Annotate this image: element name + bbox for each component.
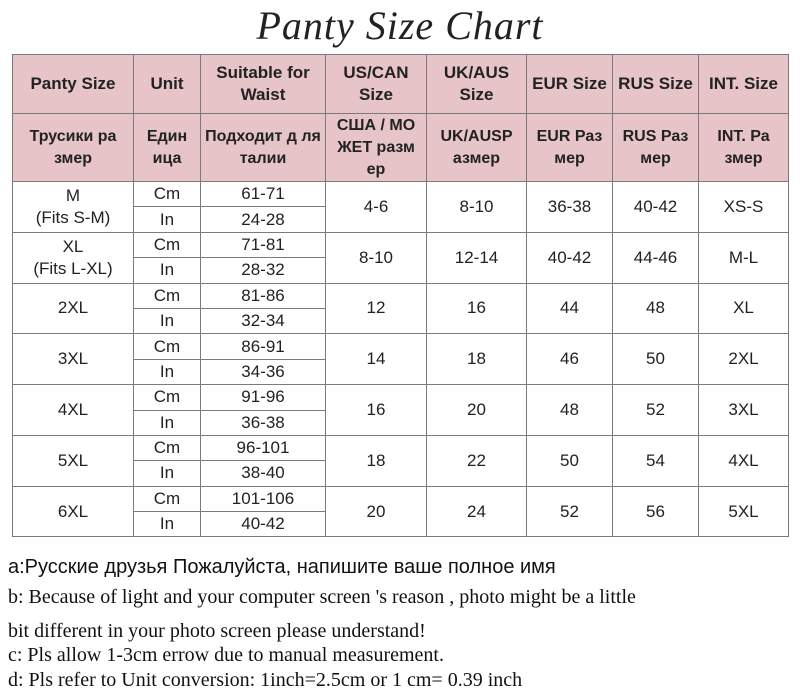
unit-cell: Cm (134, 232, 201, 257)
waist-cm-cell: 81-86 (201, 283, 326, 308)
uk-size-cell: 22 (427, 435, 527, 486)
unit-cell: Cm (134, 334, 201, 359)
waist-in-cell: 40-42 (201, 512, 326, 537)
us-size-cell: 18 (326, 435, 427, 486)
rus-size-cell: 50 (613, 334, 699, 385)
table-row (13, 435, 789, 460)
rus-size-cell: 54 (613, 435, 699, 486)
unit-cell: Cm (134, 182, 201, 207)
waist-in-cell: 32-34 (201, 308, 326, 333)
waist-in-cell: 38-40 (201, 461, 326, 486)
waist-in-cell: 34-36 (201, 359, 326, 384)
us-size-cell: 16 (326, 385, 427, 436)
header-row-english (13, 55, 789, 114)
header-cell: RUS Раз мер (613, 114, 699, 182)
waist-cm-cell: 71-81 (201, 232, 326, 257)
table-row (13, 486, 789, 511)
unit-cell: In (134, 359, 201, 384)
header-cell: UK/AUSP азмер (427, 114, 527, 182)
header-cell: EUR Size (527, 55, 613, 114)
waist-cm-cell: 61-71 (201, 182, 326, 207)
us-size-cell: 4-6 (326, 182, 427, 233)
size-label: 2XL (57, 298, 89, 318)
size-cell (13, 435, 134, 486)
us-size-cell: 14 (326, 334, 427, 385)
note-a: a:Русские друзья Пожалуйста, напишите ваше полное имя (8, 556, 556, 578)
table-row (13, 385, 789, 410)
table-row (13, 232, 789, 257)
size-cell (13, 486, 134, 537)
waist-cm-cell: 86-91 (201, 334, 326, 359)
int-size-cell: 4XL (699, 435, 789, 486)
size-cell (13, 334, 134, 385)
chart-title: Panty Size Chart (256, 3, 544, 48)
unit-cell: In (134, 258, 201, 283)
header-cell: RUS Size (613, 55, 699, 114)
waist-in-cell: 28-32 (201, 258, 326, 283)
rus-size-cell: 40-42 (613, 182, 699, 233)
unit-cell: In (134, 461, 201, 486)
int-size-cell: XL (699, 283, 789, 334)
header-cell: US/CAN Size (326, 55, 427, 114)
table-row (13, 182, 789, 207)
note-b-line1: b: Because of light and your computer screen 's reason , photo might be a little (8, 586, 636, 608)
waist-in-cell: 36-38 (201, 410, 326, 435)
size-chart-table (12, 54, 789, 537)
header-cell: Подходит д ля талии (201, 114, 326, 182)
eur-size-cell: 52 (527, 486, 613, 537)
size-cell (13, 283, 134, 334)
unit-cell: Cm (134, 486, 201, 511)
uk-size-cell: 24 (427, 486, 527, 537)
size-cell (13, 385, 134, 436)
rus-size-cell: 44-46 (613, 232, 699, 283)
int-size-cell: 2XL (699, 334, 789, 385)
uk-size-cell: 18 (427, 334, 527, 385)
size-note: (Fits L-XL) (33, 258, 113, 278)
unit-cell: Cm (134, 283, 201, 308)
waist-cm-cell: 101-106 (201, 486, 326, 511)
uk-size-cell: 12-14 (427, 232, 527, 283)
header-cell: Един ица (134, 114, 201, 182)
eur-size-cell: 36-38 (527, 182, 613, 233)
waist-cm-cell: 91-96 (201, 385, 326, 410)
rus-size-cell: 56 (613, 486, 699, 537)
int-size-cell: M-L (699, 232, 789, 283)
note-c: c: Pls allow 1-3cm errow due to manual measurement. (8, 644, 444, 666)
eur-size-cell: 44 (527, 283, 613, 334)
note-d: d: Pls refer to Unit conversion: 1inch=2.5cm or 1 cm= 0.39 inch (8, 669, 523, 691)
us-size-cell: 12 (326, 283, 427, 334)
size-label: 6XL (57, 501, 89, 521)
header-cell: Suitable for Waist (201, 55, 326, 114)
size-label: 5XL (57, 450, 89, 470)
size-label: 4XL (57, 400, 89, 420)
unit-cell: In (134, 410, 201, 435)
header-cell: Panty Size (13, 55, 134, 114)
header-cell: Unit (134, 55, 201, 114)
table-row (13, 283, 789, 308)
header-cell: Трусики ра змер (13, 114, 134, 182)
eur-size-cell: 40-42 (527, 232, 613, 283)
note-b-line2: bit different in your photo screen please understand! (8, 620, 426, 642)
size-label: 3XL (57, 349, 89, 369)
int-size-cell: 5XL (699, 486, 789, 537)
us-size-cell: 20 (326, 486, 427, 537)
header-cell: EUR Раз мер (527, 114, 613, 182)
int-size-cell: 3XL (699, 385, 789, 436)
header-row-russian (13, 114, 789, 182)
unit-cell: Cm (134, 385, 201, 410)
unit-cell: Cm (134, 435, 201, 460)
unit-cell: In (134, 207, 201, 232)
uk-size-cell: 8-10 (427, 182, 527, 233)
rus-size-cell: 52 (613, 385, 699, 436)
waist-cm-cell: 96-101 (201, 435, 326, 460)
size-label: M (65, 185, 81, 205)
unit-cell: In (134, 512, 201, 537)
header-cell: США / МО ЖЕТ разм ер (326, 114, 427, 182)
eur-size-cell: 46 (527, 334, 613, 385)
eur-size-cell: 48 (527, 385, 613, 436)
size-cell (13, 182, 134, 233)
eur-size-cell: 50 (527, 435, 613, 486)
uk-size-cell: 20 (427, 385, 527, 436)
size-cell (13, 232, 134, 283)
table-row (13, 334, 789, 359)
header-cell: INT. Ра змер (699, 114, 789, 182)
rus-size-cell: 48 (613, 283, 699, 334)
int-size-cell: XS-S (699, 182, 789, 233)
size-note: (Fits S-M) (35, 207, 111, 227)
us-size-cell: 8-10 (326, 232, 427, 283)
unit-cell: In (134, 308, 201, 333)
size-label: XL (62, 236, 84, 256)
header-cell: INT. Size (699, 55, 789, 114)
uk-size-cell: 16 (427, 283, 527, 334)
header-cell: UK/AUS Size (427, 55, 527, 114)
waist-in-cell: 24-28 (201, 207, 326, 232)
